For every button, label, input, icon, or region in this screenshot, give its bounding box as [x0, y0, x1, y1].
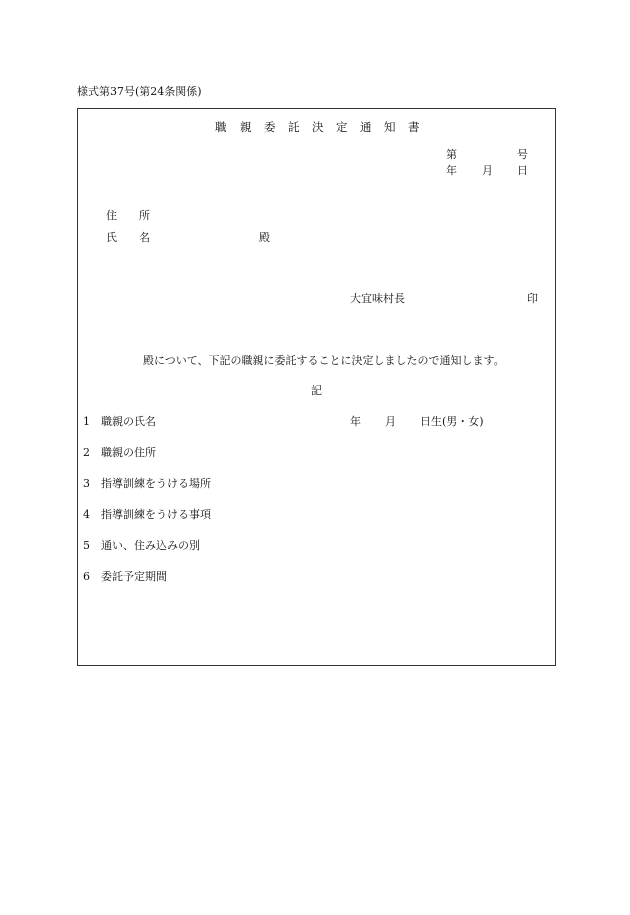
item-number: 6 — [83, 570, 90, 583]
item-number: 5 — [83, 539, 90, 552]
date-year: 年 — [446, 164, 457, 177]
item-number: 4 — [83, 508, 90, 521]
item-label: 職親の住所 — [101, 446, 156, 459]
number-suffix: 号 — [517, 148, 528, 161]
birth-month: 月 — [385, 415, 396, 428]
item-number: 1 — [83, 415, 90, 428]
date-day: 日 — [517, 164, 528, 177]
birth-day-sex: 日生(男・女) — [420, 415, 484, 428]
document-title-char: 託 — [288, 120, 300, 134]
ki-label: 記 — [311, 384, 322, 397]
document-title-char: 書 — [408, 120, 420, 134]
document-title-char: 職 — [215, 120, 227, 134]
document-title-char: 定 — [336, 120, 348, 134]
birth-year: 年 — [350, 415, 361, 428]
seal-mark: 印 — [527, 292, 538, 305]
date-month: 月 — [482, 164, 493, 177]
item-number: 3 — [83, 477, 90, 490]
body-text: 殿について、下記の職親に委託することに決定しましたので通知します。 — [143, 354, 505, 367]
document-title-char: 決 — [312, 120, 324, 134]
address-label: 住 所 — [106, 209, 150, 222]
item-label: 通い、住み込みの別 — [101, 539, 200, 552]
recipient-honorific: 殿 — [259, 231, 270, 244]
document-title-char: 親 — [240, 120, 252, 134]
item-label: 委託予定期間 — [101, 570, 167, 583]
item-label: 指導訓練をうける場所 — [101, 477, 211, 490]
document-title-char: 知 — [384, 120, 396, 134]
number-prefix: 第 — [446, 148, 457, 161]
item-label: 指導訓練をうける事項 — [101, 508, 211, 521]
issuer-title: 大宜味村長 — [350, 292, 405, 305]
document-title-char: 通 — [360, 120, 372, 134]
item-label: 職親の氏名 — [101, 415, 156, 428]
name-label: 氏 名 — [106, 231, 150, 244]
form-caption: 様式第37号(第24条関係) — [77, 85, 202, 98]
document-title-char: 委 — [264, 120, 276, 134]
item-number: 2 — [83, 446, 90, 459]
